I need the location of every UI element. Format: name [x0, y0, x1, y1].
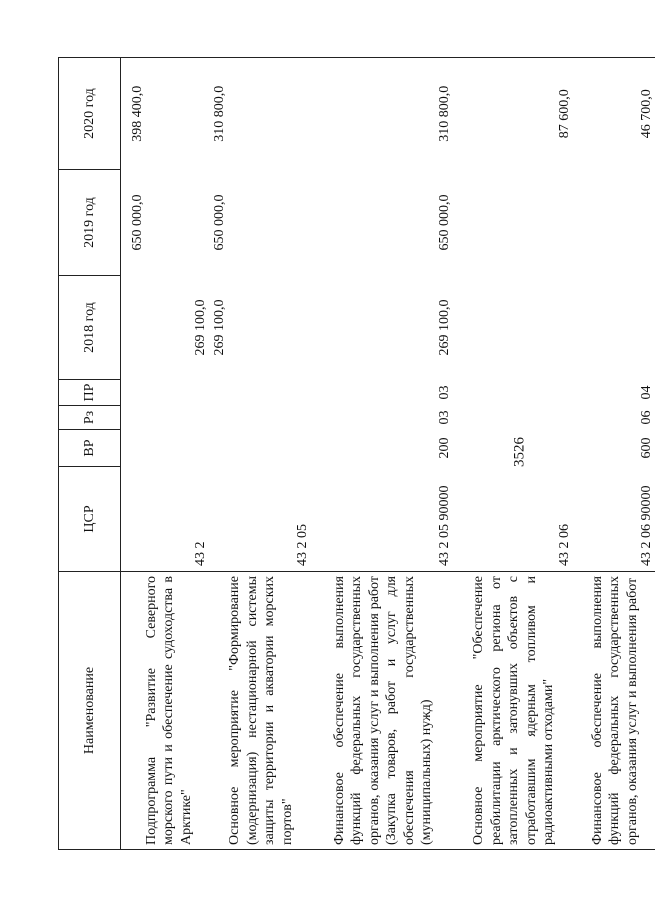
row-2020: 310 800,0 — [311, 58, 453, 170]
header-2020: 2020 год — [59, 58, 121, 170]
row-csr: 43 2 — [192, 541, 208, 566]
row-pr: 03 — [436, 385, 452, 400]
row-name: Основное мероприятие "Формирование (модернизация) нестационарной системы защиты территории и акватории морских портов" — [209, 572, 311, 850]
header-pr: ПР — [59, 380, 121, 406]
header-name: Наименование — [59, 572, 121, 850]
row-csr: 43 2 05 90000 — [436, 485, 452, 566]
header-rz: Рз — [59, 406, 121, 430]
row-csr: 43 2 06 — [556, 524, 572, 566]
row-2018: 269 100,0 — [192, 299, 208, 356]
row-rz: 03 — [436, 410, 452, 425]
row-2020: 46 700,0 — [573, 58, 655, 170]
table-row — [311, 58, 453, 850]
table-row — [209, 58, 311, 850]
row-2018: 269 100,0 — [436, 299, 452, 356]
table-row — [453, 58, 573, 850]
row-name: Финансовое обеспечение выполнения функций федеральных государственных органов, оказания услуг и выполнения работ — [573, 572, 655, 850]
budget-table — [58, 57, 655, 850]
row-2020: 398 400,0 — [127, 58, 209, 170]
row-2019: 650 000,0 — [212, 194, 227, 251]
row-vr: 600 — [638, 437, 654, 459]
row-2019 — [453, 170, 573, 276]
row-2020: 87 600,0 — [453, 58, 573, 170]
row-csr: 43 2 06 90000 — [638, 485, 654, 566]
page-number: 3526 — [511, 437, 528, 467]
row-name: Основное мероприятие "Обеспечение реабилитации арктического региона от затопленных и затонувших объектов с отработавшим ядерным топливом и радиоактивными отходами" — [453, 572, 573, 850]
table-row — [573, 58, 655, 850]
row-rz: 06 — [638, 410, 654, 425]
row-2018: 269 100,0 — [212, 299, 227, 356]
row-name: Финансовое обеспечение выполнения функций федеральных государственных органов, оказания услуг и выполнения работ (Закупка товаров, работ и услуг для обеспечения государственных (муниципальных) нужд) — [311, 572, 453, 850]
row-pr — [127, 380, 209, 406]
row-name: Подпрограмма "Развитие Северного морского пути и обеспечение судоходства в Арктике" — [127, 572, 209, 850]
row-pr — [453, 380, 573, 406]
rotated-table-page — [58, 58, 654, 850]
row-vr: 200 — [436, 437, 452, 459]
row-2018 — [453, 276, 573, 380]
header-vr: ВР — [59, 430, 121, 467]
row-2018 — [573, 276, 655, 380]
row-csr: 43 2 05 — [294, 524, 310, 566]
row-vr — [209, 430, 311, 467]
row-pr: 04 — [638, 385, 654, 400]
header-2018: 2018 год — [59, 276, 121, 380]
table-row — [127, 58, 209, 850]
row-2019 — [573, 170, 655, 276]
row-rz — [127, 406, 209, 430]
header-2019: 2019 год — [59, 170, 121, 276]
row-rz — [453, 406, 573, 430]
header-csr: ЦСР — [59, 467, 121, 572]
row-2019: 650 000,0 — [436, 194, 452, 251]
row-vr — [453, 430, 573, 467]
row-2020: 310 800,0 — [209, 58, 311, 170]
row-rz — [209, 406, 311, 430]
table-header-row — [59, 58, 121, 850]
row-vr — [127, 430, 209, 467]
row-2019: 650 000,0 — [130, 194, 145, 251]
row-pr — [209, 380, 311, 406]
